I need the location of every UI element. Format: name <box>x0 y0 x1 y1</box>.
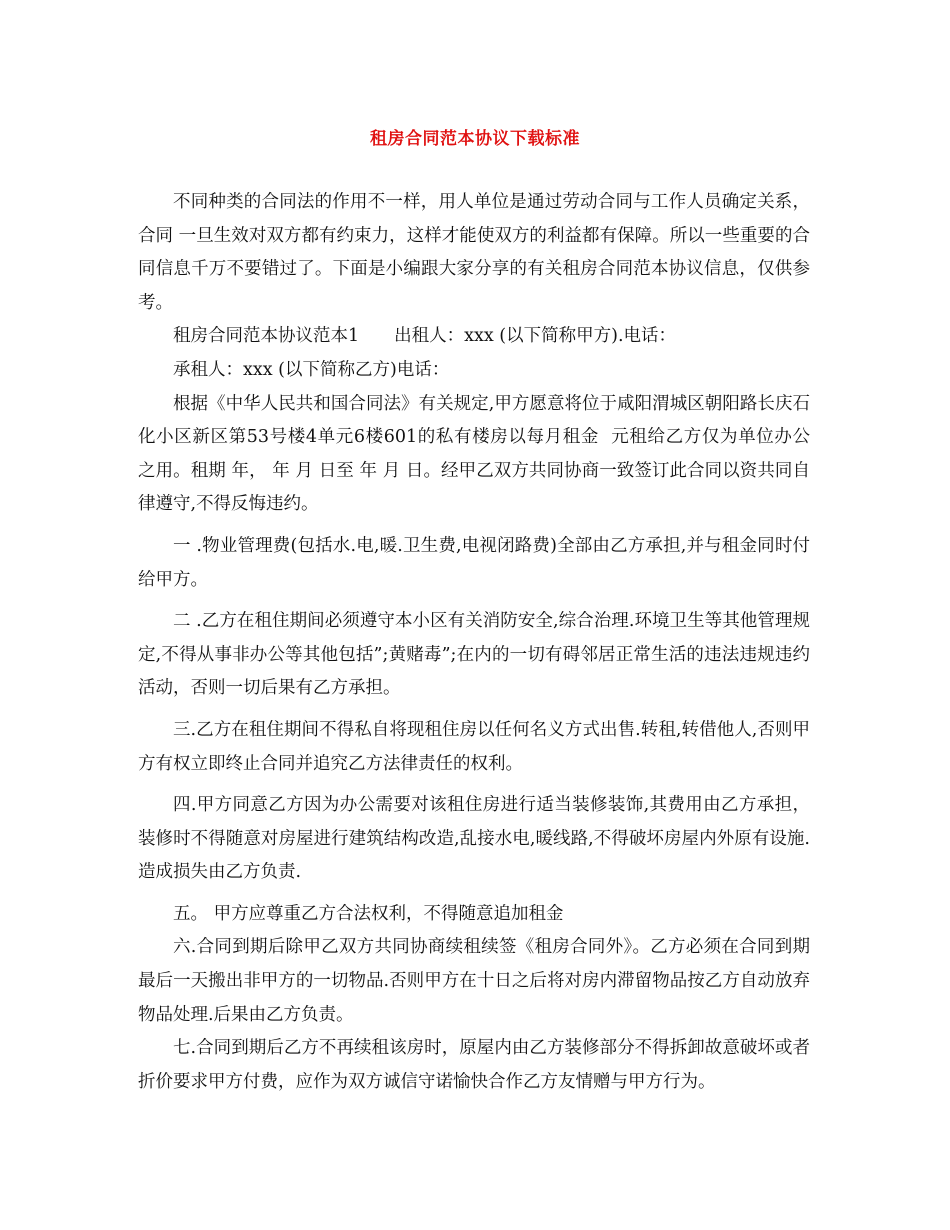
paragraph-clause-7: 七.合同到期后乙方不再续租该房时，原屋内由乙方装修部分不得拆卸故意破坏或者折价要求甲方付费，应作为双方诚信守诺愉快合作乙方友情赠与甲方行为。 <box>138 1038 810 1092</box>
paragraph-clause-2: 二 .乙方在租住期间必须遵守本小区有关消防安全,综合治理.环境卫生等其他管理规定,不得从事非办公等其他包括”;黄赌毒”;在内的一切有碍邻居正常生活的违法违规违约活动，否则一切后果有乙方承担。 <box>138 611 810 699</box>
paragraph-lessee: 承租人：xxx (以下简称乙方)电话： <box>173 359 450 380</box>
paragraph-intro: 不同种类的合同法的作用不一样，用人单位是通过劳动合同与工作人员确定关系，合同 一旦生效对双方都有约束力，这样才能使双方的利益都有保障。所以一些重要的合同信息千万不要错过了。下面是小编跟大家分享的有关租房合同范本协议信息，仅供参考。 <box>138 192 810 313</box>
paragraph-basis: 根据《中华人民共和国合同法》有关规定,甲方愿意将位于咸阳渭城区朝阳路长庆石化小区新区第53号楼4单元6楼601的私有楼房以每月租金 元租给乙方仅为单位办公 之用。租期 年， 年 月 日至 年 月 日。经甲乙双方共同协商一致签订此合同以资共同自律遵守,不得反悔违约。 <box>138 393 816 515</box>
document-body <box>138 186 816 1099</box>
paragraph-clause-6: 六.合同到期后除甲乙双方共同协商续租续签《租房合同外》。乙方必须在合同到期最后一天搬出非甲方的一切物品.否则甲方在十日之后将对房内滞留物品按乙方自动放弃物品处理.后果由乙方负责。 <box>138 937 810 1025</box>
paragraph-lessor: 租房合同范本协议范本1 出租人：xxx (以下简称甲方).电话： <box>173 326 677 347</box>
paragraph-clause-1: 一 .物业管理费(包括水.电,暖.卫生费,电视闭路费)全部由乙方承担,并与租金同时付给甲方。 <box>138 535 810 590</box>
paragraph-clause-4: 四.甲方同意乙方因为办公需要对该租住房进行适当装修装饰,其费用由乙方承担，装修时不得随意对房屋进行建筑结构改造,乱接水电,暖线路,不得破坏房屋内外原有设施.造成损失由乙方负责. <box>138 795 810 883</box>
paragraph-clause-3: 三.乙方在租住期间不得私自将现租住房以任何名义方式出售.转租,转借他人,否则甲方有权立即终止合同并追究乙方法律责任的权利。 <box>138 719 810 774</box>
document-title: 租房合同范本协议下载标准 <box>370 129 580 149</box>
paragraph-clause-5: 五。 甲方应尊重乙方合法权利，不得随意追加租金 <box>173 903 564 924</box>
